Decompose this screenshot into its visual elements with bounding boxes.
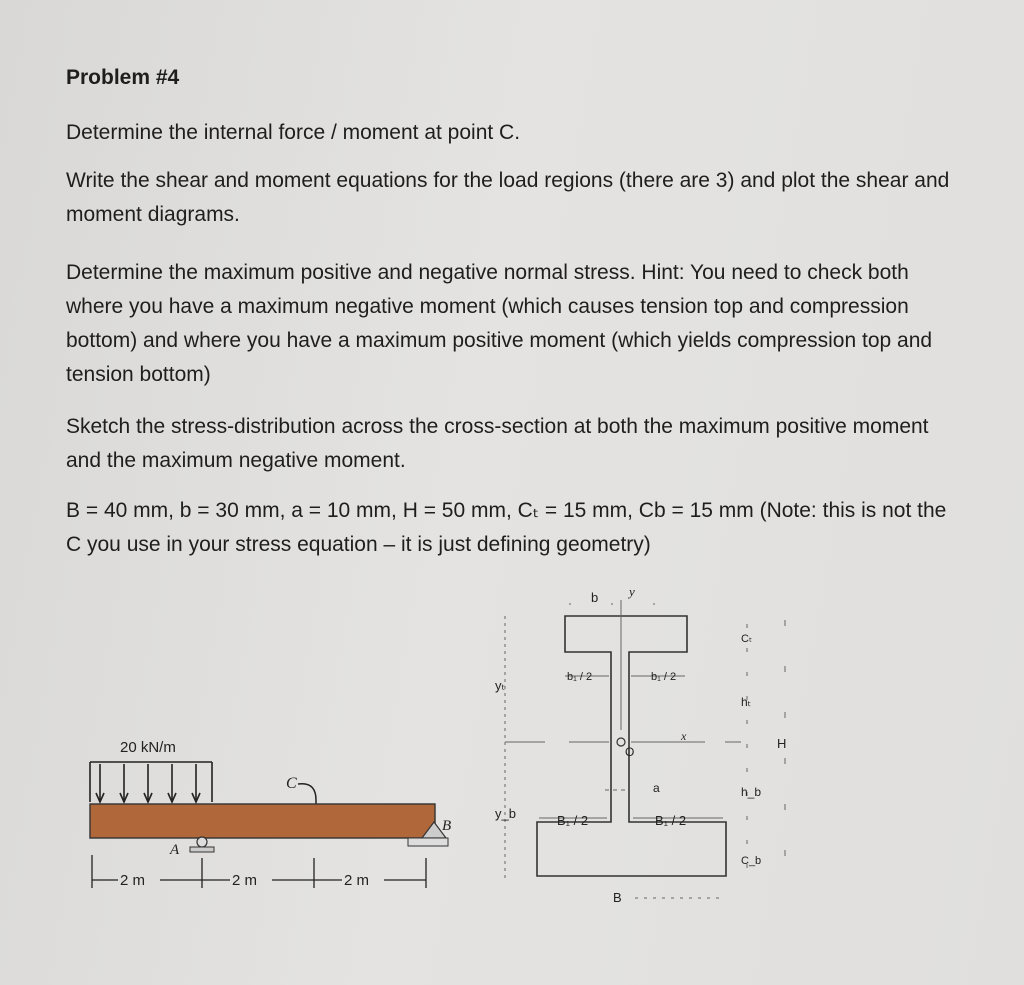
yb-label: y_b	[495, 806, 516, 821]
instruction-normal-stress: Determine the maximum positive and negative normal stress. Hint: You need to check both where you have a maximum negative moment (which causes tension top and compression bottom) and where you have a maximum positive moment (which yields compression top and tension bottom)	[66, 261, 933, 386]
centroid-marker	[617, 738, 625, 746]
span-2-label: 2 m	[232, 872, 258, 889]
point-c-label: C	[286, 775, 297, 792]
ht-label: hₜ	[741, 695, 752, 709]
span-3-label: 2 m	[344, 872, 370, 889]
B1-half-left-label: B₁ / 2	[557, 813, 589, 828]
beam-diagram	[80, 730, 460, 900]
instruction-shear-moment: Write the shear and moment equations for the load regions (there are 3) and plot the shear and moment diagrams.	[66, 169, 950, 226]
load-arrows	[96, 764, 200, 802]
b1-half-left-label: b₁ / 2	[567, 671, 593, 683]
y-axis-label: y	[629, 584, 635, 599]
B-label: B	[613, 890, 622, 905]
span-1-label: 2 m	[120, 872, 146, 889]
support-a	[190, 837, 214, 852]
yt-label: yₜ	[495, 678, 506, 693]
hb-label: h_b	[741, 785, 762, 799]
beam-body	[90, 804, 435, 838]
b1-half-right-label: b₁ / 2	[651, 671, 677, 683]
distributed-load	[90, 762, 212, 802]
x-axis-label: x	[681, 729, 687, 743]
H-label: H	[777, 736, 787, 751]
cb-label: C_b	[741, 855, 762, 867]
load-label: 20 kN/m	[120, 739, 176, 756]
origin-label: O	[625, 745, 635, 759]
instruction-internal-force: Determine the internal force / moment at point C.	[66, 121, 521, 144]
a-label: a	[653, 781, 660, 795]
B1-half-right-label: B₁ / 2	[655, 813, 687, 828]
given-dimensions: B = 40 mm, b = 30 mm, a = 10 mm, H = 50 mm, Cₜ = 15 mm, Cb = 15 mm (Note: this is not the C you use in your stress equation – it is just defining geometry)	[66, 499, 947, 556]
cross-section-diagram	[485, 580, 805, 925]
b-label: b	[591, 590, 599, 605]
ct-label: Cₜ	[741, 633, 753, 645]
point-b-label: B	[442, 818, 452, 834]
instruction-stress-distribution: Sketch the stress-distribution across the cross-section at both the maximum positive moment and the maximum negative moment.	[66, 415, 929, 472]
problem-title: Problem #4	[66, 66, 180, 89]
point-a-label: A	[170, 842, 180, 858]
